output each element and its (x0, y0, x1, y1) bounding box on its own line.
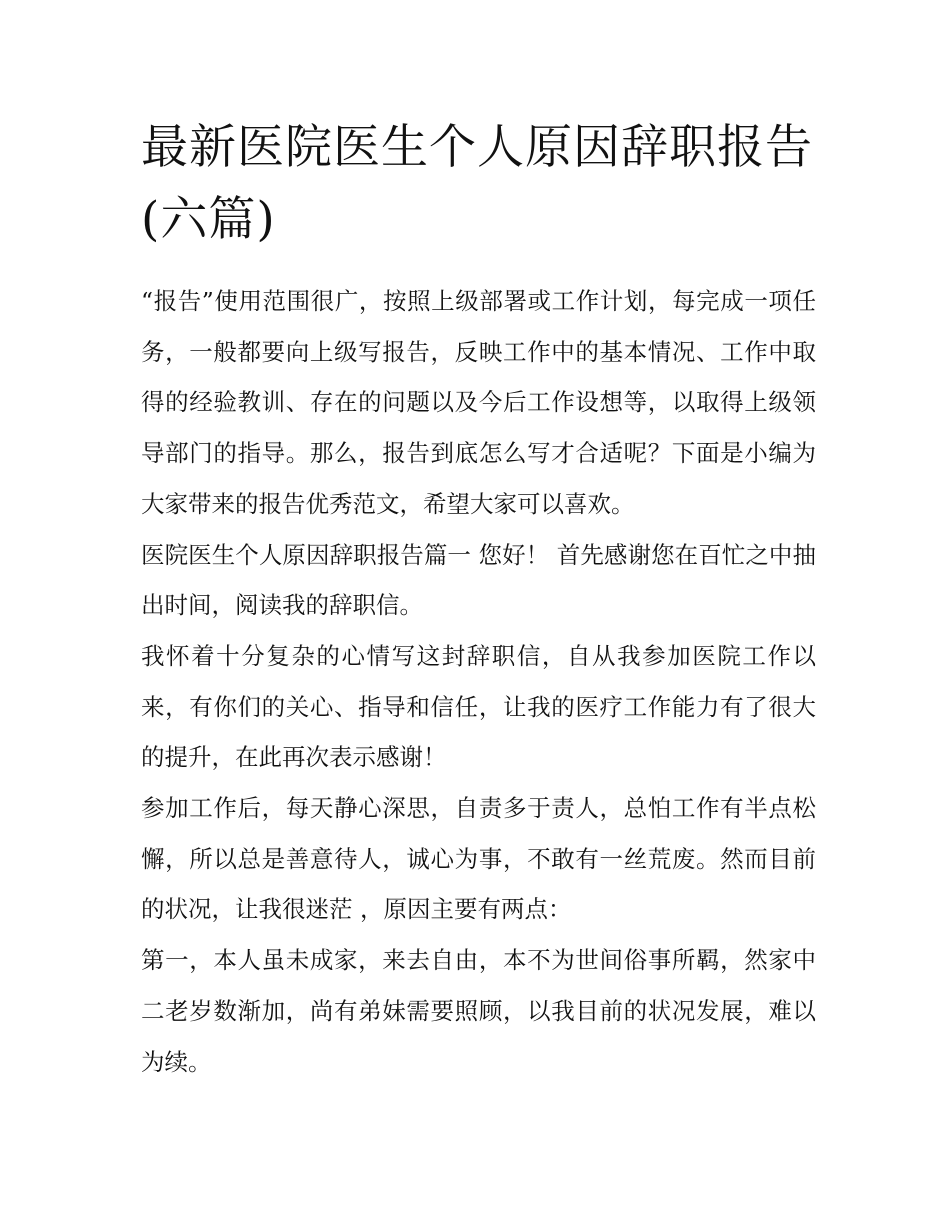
paragraph-intro: “报告”使用范围很广，按照上级部署或工作计划，每完成一项任务，一般都要向上级写报告，反映工作中的基本情况、工作中取得的经验教训、存在的问题以及今后工作设想等，以取得上级领导部门的指导。那么，报告到底怎么写才合适呢？下面是小编为大家带来的报告优秀范文，希望大家可以喜欢。 (141, 287, 816, 518)
document-body (141, 276, 816, 1087)
paragraph-greeting: 医院医生个人原因辞职报告篇一 您好！ 首先感谢您在百忙之中抽出时间，阅读我的辞职信。 (141, 540, 816, 620)
document-title: 最新医院医生个人原因辞职报告(六篇) (141, 120, 813, 247)
paragraph-gratitude: 我怀着十分复杂的心情写这封辞职信，自从我参加医院工作以来，有你们的关心、指导和信任，让我的医疗工作能力有了很大的提升，在此再次表示感谢！ (141, 641, 816, 772)
paragraph-reason-one: 第一，本人虽未成家，来去自由，本不为世间俗事所羁，然家中二老岁数渐加，尚有弟妹需要照顾，以我目前的状况发展，难以为续。 (141, 946, 816, 1076)
paragraph-situation: 参加工作后，每天静心深思，自责多于责人，总怕工作有半点松懈，所以总是善意待人，诚心为事，不敢有一丝荒废。然而目前的状况，让我很迷茫 ，原因主要有两点： (141, 794, 816, 924)
